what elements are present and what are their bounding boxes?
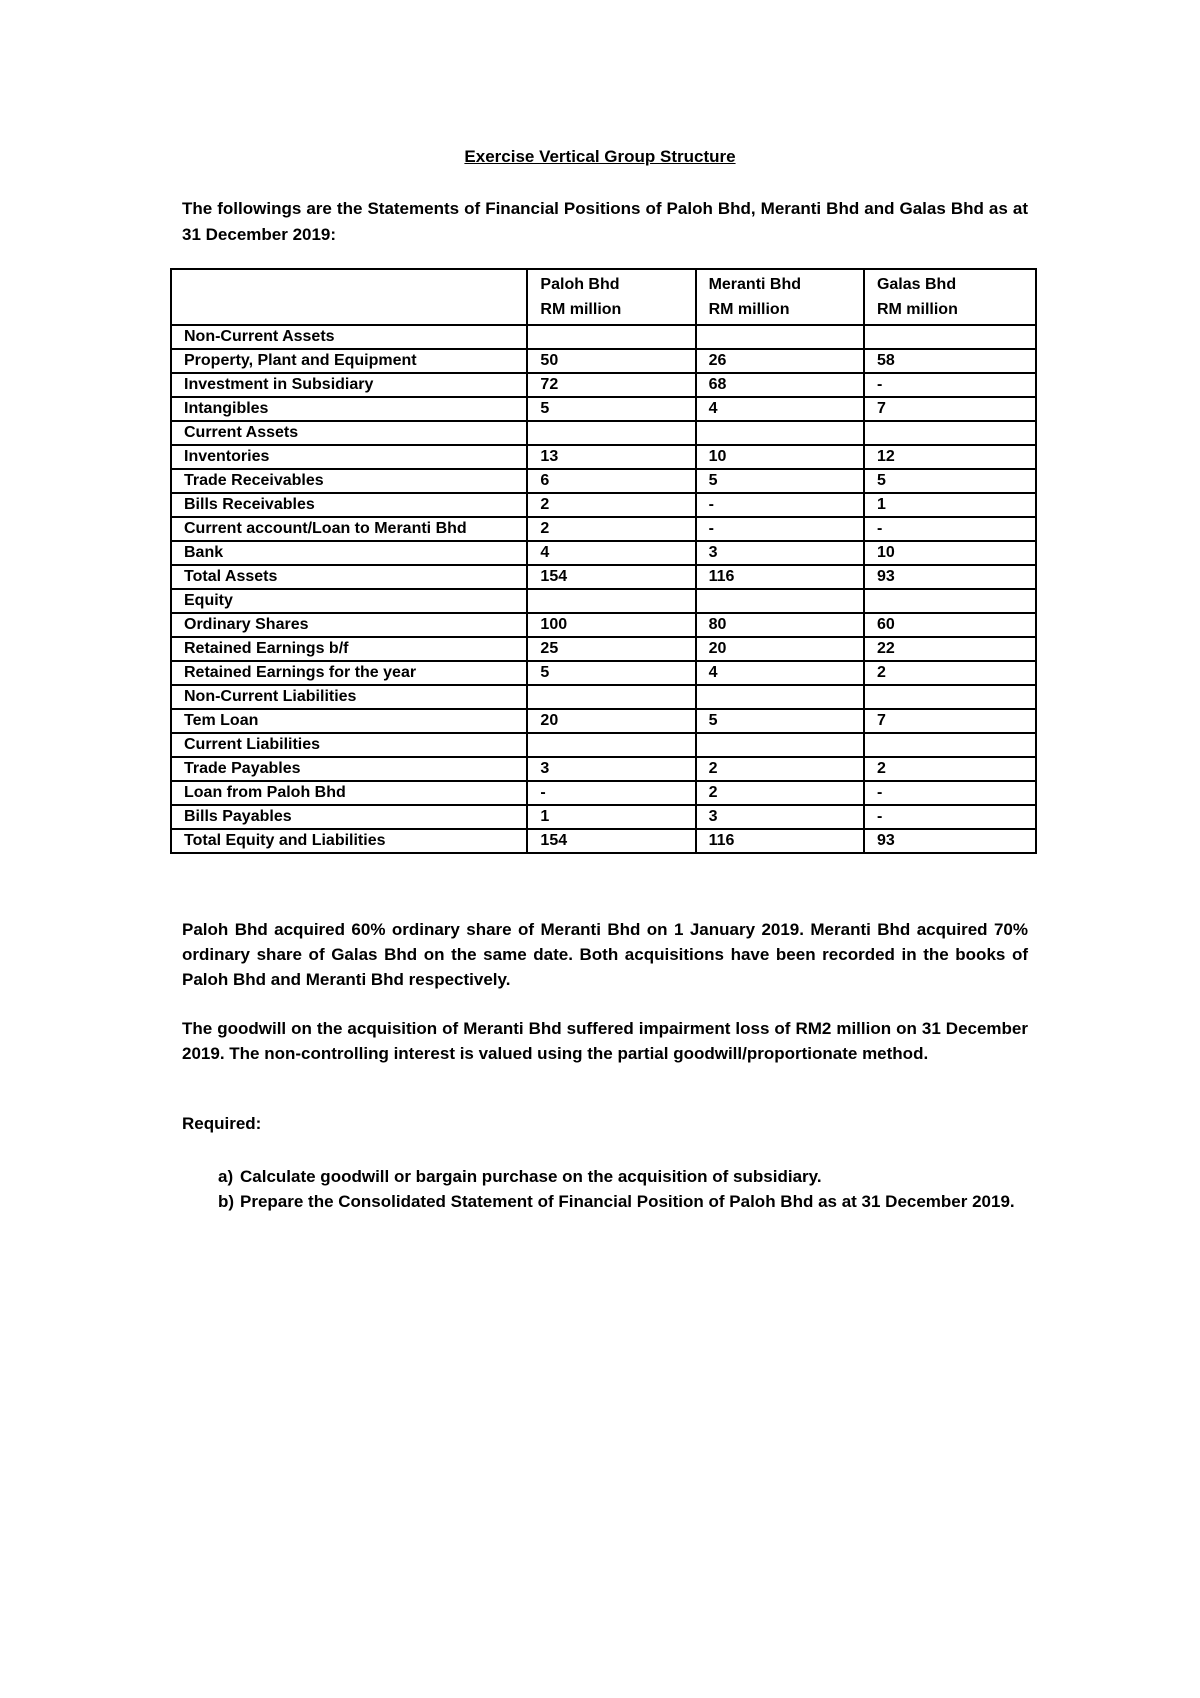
galas-value-cell: -	[864, 805, 1036, 829]
meranti-value-cell: -	[696, 517, 864, 541]
row-label-cell: Non-Current Assets	[171, 325, 527, 349]
paloh-value-cell: 154	[527, 565, 695, 589]
table-row	[171, 709, 1036, 733]
row-label-cell: Bank	[171, 541, 527, 565]
table-row	[171, 685, 1036, 709]
paloh-value-cell: 4	[527, 541, 695, 565]
row-label-cell: Tem Loan	[171, 709, 527, 733]
acquisition-paragraph: Paloh Bhd acquired 60% ordinary share of Meranti Bhd on 1 January 2019. Meranti Bhd acquired 70% ordinary share of Galas Bhd on the same date. Both acquisitions have been recorded in the books of Paloh Bhd and Meranti Bhd respectively.	[182, 920, 1028, 989]
meranti-value-cell: 10	[696, 445, 864, 469]
row-label-cell: Property, Plant and Equipment	[171, 349, 527, 373]
table-row	[171, 421, 1036, 445]
row-label-cell: Current Liabilities	[171, 733, 527, 757]
table-row	[171, 325, 1036, 349]
table-header-row	[171, 269, 1036, 325]
galas-value-cell	[864, 421, 1036, 445]
required-item-marker: a)	[218, 1167, 234, 1186]
paloh-value-cell: 13	[527, 445, 695, 469]
row-label-cell: Trade Payables	[171, 757, 527, 781]
header-meranti	[696, 269, 864, 325]
paloh-value-cell: 25	[527, 637, 695, 661]
row-label-cell: Total Equity and Liabilities	[171, 829, 527, 853]
paloh-value-cell: 2	[527, 517, 695, 541]
row-label-cell: Investment in Subsidiary	[171, 373, 527, 397]
table-row	[171, 469, 1036, 493]
header-blank-cell	[171, 269, 527, 325]
galas-value-cell: 5	[864, 469, 1036, 493]
required-item	[218, 1189, 1018, 1214]
header-galas	[864, 269, 1036, 325]
table-row	[171, 757, 1036, 781]
galas-value-cell: 58	[864, 349, 1036, 373]
meranti-value-cell	[696, 421, 864, 445]
table-row	[171, 613, 1036, 637]
required-item	[218, 1164, 1018, 1189]
table-row	[171, 781, 1036, 805]
table-row	[171, 541, 1036, 565]
paloh-value-cell	[527, 325, 695, 349]
meranti-value-cell: 116	[696, 829, 864, 853]
meranti-value-cell: -	[696, 493, 864, 517]
paloh-value-cell: 100	[527, 613, 695, 637]
row-label-cell: Bills Payables	[171, 805, 527, 829]
row-label-cell: Equity	[171, 589, 527, 613]
galas-value-cell: 93	[864, 829, 1036, 853]
row-label-cell: Retained Earnings for the year	[171, 661, 527, 685]
galas-value-cell: 2	[864, 757, 1036, 781]
row-label-cell: Loan from Paloh Bhd	[171, 781, 527, 805]
row-label-cell: Non-Current Liabilities	[171, 685, 527, 709]
meranti-value-cell: 4	[696, 661, 864, 685]
galas-value-cell	[864, 685, 1036, 709]
intro-text: The followings are the Statements of Financial Positions of Paloh Bhd, Meranti Bhd and Galas Bhd as at 31 December 2019:	[182, 199, 1028, 244]
meranti-value-cell: 2	[696, 757, 864, 781]
required-item-text: Calculate goodwill or bargain purchase on the acquisition of subsidiary.	[240, 1167, 822, 1186]
table-row	[171, 565, 1036, 589]
row-label-cell: Bills Receivables	[171, 493, 527, 517]
paloh-value-cell: -	[527, 781, 695, 805]
header-paloh	[527, 269, 695, 325]
header-company-name: Meranti Bhd	[708, 276, 802, 293]
paloh-value-cell: 5	[527, 397, 695, 421]
galas-value-cell: 2	[864, 661, 1036, 685]
galas-value-cell: 93	[864, 565, 1036, 589]
page-title: Exercise Vertical Group Structure	[464, 147, 736, 166]
table-row	[171, 373, 1036, 397]
galas-value-cell: 22	[864, 637, 1036, 661]
paloh-value-cell: 6	[527, 469, 695, 493]
paloh-value-cell: 3	[527, 757, 695, 781]
financial-position-table	[170, 268, 1037, 854]
header-unit: RM million	[876, 301, 958, 318]
table-row	[171, 397, 1036, 421]
meranti-value-cell: 3	[696, 805, 864, 829]
galas-value-cell: 7	[864, 397, 1036, 421]
meranti-value-cell: 116	[696, 565, 864, 589]
paloh-value-cell	[527, 421, 695, 445]
meranti-value-cell: 5	[696, 469, 864, 493]
meranti-value-cell: 2	[696, 781, 864, 805]
row-label-cell: Trade Receivables	[171, 469, 527, 493]
meranti-value-cell: 20	[696, 637, 864, 661]
header-company-name: Galas Bhd	[876, 276, 957, 293]
table-row	[171, 661, 1036, 685]
paloh-value-cell: 5	[527, 661, 695, 685]
meranti-value-cell	[696, 589, 864, 613]
galas-value-cell: -	[864, 781, 1036, 805]
required-item-marker: b)	[218, 1192, 235, 1211]
paloh-value-cell: 50	[527, 349, 695, 373]
table-row	[171, 805, 1036, 829]
paloh-value-cell	[527, 733, 695, 757]
table-row	[171, 637, 1036, 661]
galas-value-cell: 7	[864, 709, 1036, 733]
meranti-value-cell: 68	[696, 373, 864, 397]
table-row	[171, 493, 1036, 517]
header-unit: RM million	[540, 301, 622, 318]
row-label-cell: Total Assets	[171, 565, 527, 589]
galas-value-cell: -	[864, 517, 1036, 541]
table-row	[171, 829, 1036, 853]
row-label-cell: Retained Earnings b/f	[171, 637, 527, 661]
row-label-cell: Current Assets	[171, 421, 527, 445]
meranti-value-cell: 26	[696, 349, 864, 373]
meranti-value-cell: 80	[696, 613, 864, 637]
galas-value-cell	[864, 325, 1036, 349]
paloh-value-cell: 20	[527, 709, 695, 733]
galas-value-cell: 60	[864, 613, 1036, 637]
meranti-value-cell	[696, 733, 864, 757]
paloh-value-cell: 2	[527, 493, 695, 517]
meranti-value-cell: 5	[696, 709, 864, 733]
paloh-value-cell	[527, 589, 695, 613]
row-label-cell: Current account/Loan to Meranti Bhd	[171, 517, 527, 541]
galas-value-cell: 12	[864, 445, 1036, 469]
paloh-value-cell: 72	[527, 373, 695, 397]
table-row	[171, 733, 1036, 757]
table-body	[171, 325, 1036, 853]
required-heading: Required:	[182, 1114, 262, 1133]
table-row	[171, 445, 1036, 469]
row-label-cell: Ordinary Shares	[171, 613, 527, 637]
row-label-cell: Intangibles	[171, 397, 527, 421]
galas-value-cell: -	[864, 373, 1036, 397]
galas-value-cell: 1	[864, 493, 1036, 517]
meranti-value-cell: 3	[696, 541, 864, 565]
paloh-value-cell: 154	[527, 829, 695, 853]
table-row	[171, 517, 1036, 541]
goodwill-paragraph: The goodwill on the acquisition of Meranti Bhd suffered impairment loss of RM2 million on 31 December 2019. The non-controlling interest is valued using the partial goodwill/proportionate method.	[182, 1019, 1028, 1063]
required-item-text: Prepare the Consolidated Statement of Financial Position of Paloh Bhd as at 31 December 2019.	[240, 1192, 1015, 1211]
galas-value-cell	[864, 733, 1036, 757]
table-row	[171, 589, 1036, 613]
galas-value-cell: 10	[864, 541, 1036, 565]
header-company-name: Paloh Bhd	[540, 276, 620, 293]
required-list	[218, 1164, 1018, 1214]
paloh-value-cell	[527, 685, 695, 709]
header-unit: RM million	[708, 301, 790, 318]
galas-value-cell	[864, 589, 1036, 613]
row-label-cell: Inventories	[171, 445, 527, 469]
meranti-value-cell	[696, 685, 864, 709]
paloh-value-cell: 1	[527, 805, 695, 829]
table-row	[171, 349, 1036, 373]
meranti-value-cell	[696, 325, 864, 349]
meranti-value-cell: 4	[696, 397, 864, 421]
